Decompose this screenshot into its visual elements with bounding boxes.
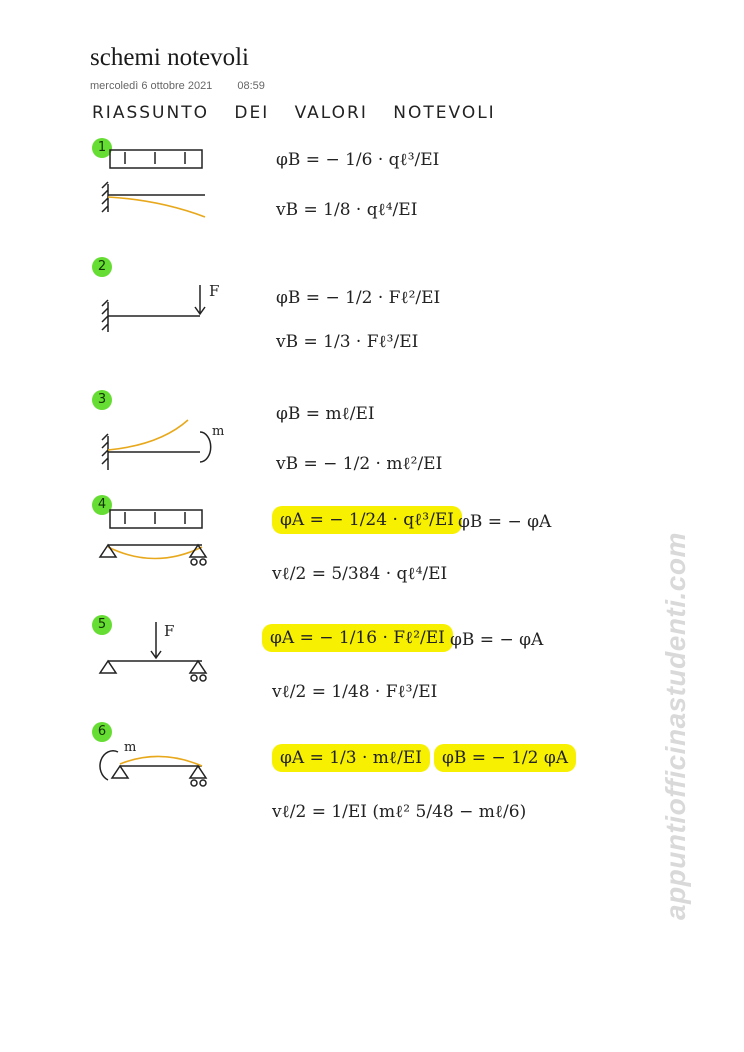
highlighted-formula: φA = − 1/16 · Fℓ²/EI xyxy=(262,624,453,652)
scheme-4-rotation-a xyxy=(272,510,462,530)
scheme-3-deflection: vB = − 1/2 · mℓ²/EI xyxy=(276,454,443,474)
scheme-6-badge: 6 xyxy=(92,722,112,742)
scheme-2-force-label: F xyxy=(209,282,220,300)
scheme-3-moment-label: m xyxy=(212,424,225,439)
scheme-2-sketch xyxy=(102,285,205,332)
scheme-3-sketch xyxy=(102,420,211,470)
scheme-3-rotation: φB = mℓ/EI xyxy=(276,404,375,424)
scheme-6-moment-label: m xyxy=(124,740,137,755)
scheme-2-rotation: φB = − 1/2 · Fℓ²/EI xyxy=(276,288,441,308)
scheme-4-rotation-b: φB = − φA xyxy=(458,512,552,532)
scheme-5-sketch xyxy=(100,622,206,681)
scheme-6-rotation-b xyxy=(434,748,576,768)
scheme-5-badge: 5 xyxy=(92,615,112,635)
scheme-1-rotation: φB = − 1/6 · qℓ³/EI xyxy=(276,150,440,170)
page-time: 08:59 xyxy=(237,80,265,92)
scheme-2-deflection: vB = 1/3 · Fℓ³/EI xyxy=(276,332,419,352)
highlighted-formula: φB = − 1/2 φA xyxy=(434,744,576,772)
watermark-text: appuntiofficinastudenti.com xyxy=(660,532,691,920)
scheme-1-badge: 1 xyxy=(92,138,112,158)
page-date: mercoledì 6 ottobre 2021 xyxy=(90,80,213,92)
scheme-6-rotation-a xyxy=(272,748,430,768)
scheme-6-sketch xyxy=(100,751,206,786)
highlighted-formula: φA = 1/3 · mℓ/EI xyxy=(272,744,430,772)
scheme-3-badge: 3 xyxy=(92,390,112,410)
scheme-1-sketch xyxy=(102,150,205,217)
scheme-5-deflection: vℓ/2 = 1/48 · Fℓ³/EI xyxy=(272,682,438,702)
scheme-1-deflection: vB = 1/8 · qℓ⁴/EI xyxy=(276,200,418,220)
scheme-4-badge: 4 xyxy=(92,495,112,515)
notes-heading: RIASSUNTO DEI VALORI NOTEVOLI xyxy=(92,103,496,123)
scheme-5-force-label: F xyxy=(164,622,175,640)
highlighted-formula: φA = − 1/24 · qℓ³/EI xyxy=(272,506,462,534)
scheme-2-badge: 2 xyxy=(92,257,112,277)
scheme-4-deflection: vℓ/2 = 5/384 · qℓ⁴/EI xyxy=(272,564,448,584)
scheme-5-rotation-a xyxy=(262,628,453,648)
scheme-4-sketch xyxy=(100,510,206,565)
scheme-6-deflection: vℓ/2 = 1/EI (mℓ² 5/48 − mℓ/6) xyxy=(272,802,527,822)
page-title: schemi notevoli xyxy=(90,44,249,71)
scheme-5-rotation-b: φB = − φA xyxy=(450,630,544,650)
